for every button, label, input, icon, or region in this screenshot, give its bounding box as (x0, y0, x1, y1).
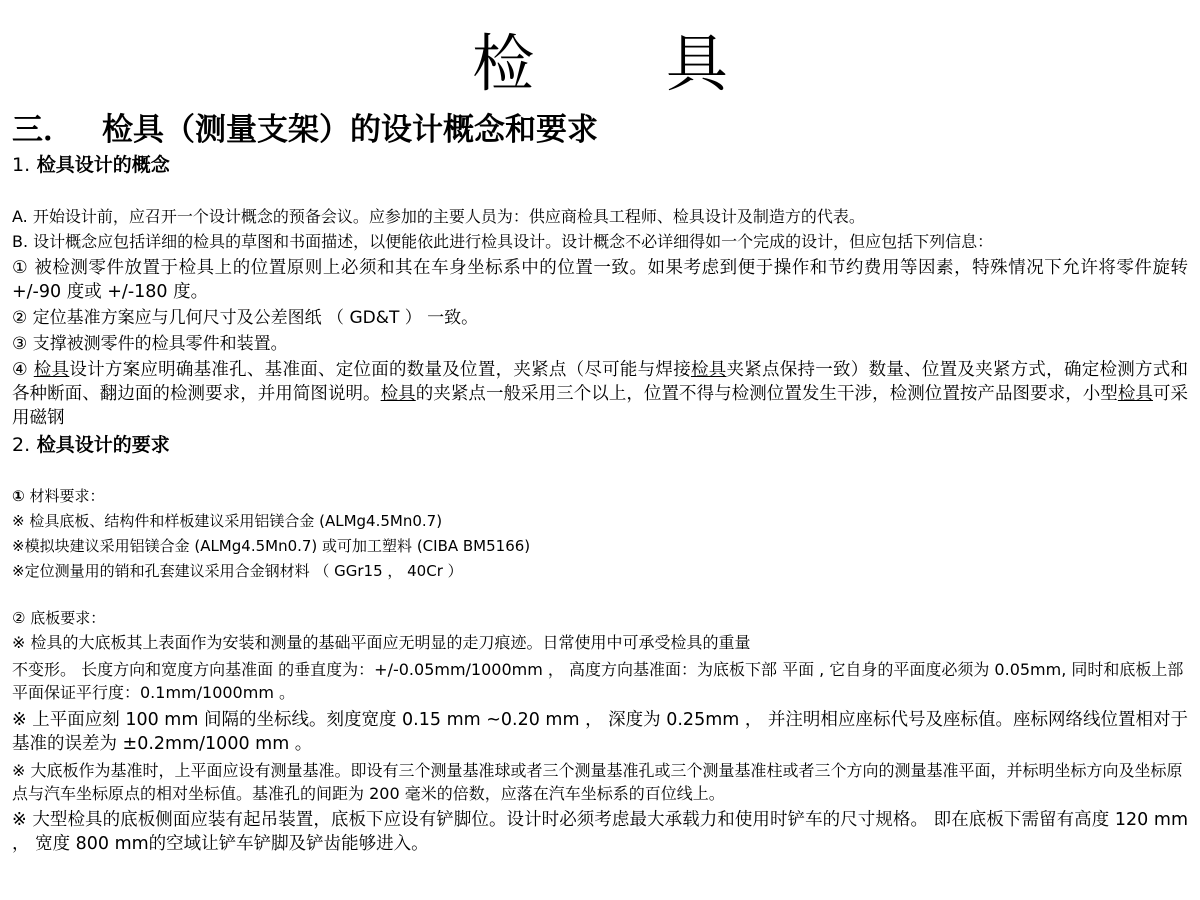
base-line-3: ※ 上平面应刻 100 mm 间隔的坐标线。刻度宽度 0.15 mm ~0.20 mm ， 深度为 0.25mm ， 并注明相应座标代号及座标值。座标网络线位置相对于基准的误差为 ±0.2mm/1000 mm 。 (12, 710, 1188, 754)
concept-item-4 (12, 358, 1188, 430)
requirements-heading-text: 检具设计的要求 (36, 434, 170, 456)
item4-underline-2: 检具 (690, 360, 727, 380)
item4-text-2: 设计方案应明确基准孔、基准面、定位面的数量及位置，夹紧点（尽可能与焊接 (69, 360, 691, 380)
item4-text-1: ④ (12, 360, 34, 380)
concept-item-3: ③ 支撑被测零件的检具零件和装置。 (12, 334, 288, 354)
base-line-1: ※ 检具的大底板其上表面作为安装和测量的基础平面应无明显的走刀痕迹。日常使用中可承受检具的重量 (12, 633, 751, 652)
material-line-1: ※ 检具底板、结构件和样板建议采用铝镁合金 (ALMg4.5Mn0.7) (12, 512, 443, 530)
base-line-2: 不变形。 长度方向和宽度方向基准面 的垂直度为：+/-0.05mm/1000mm ， 高度方向基准面：为底板下部 平面 , 它自身的平面度必须为 0.05mm, 同时和底板上部平面保证平行度：0.1mm/1000mm 。 (12, 660, 1184, 702)
material-label-text: 材料要求： (24, 487, 105, 505)
page-title: 检 具 (472, 27, 784, 100)
material-line-3: ※定位测量用的销和孔套建议采用合金钢材料 （ GGr15 ， 40Cr ） (12, 562, 463, 580)
section-heading (12, 108, 1188, 152)
section-title: 检具（测量支架）的设计概念和要求 (102, 112, 598, 148)
base-line-5: ※ 大型检具的底板侧面应装有起吊装置，底板下应设有铲脚位。设计时必须考虑最大承载力和使用时铲车的尺寸规格。 即在底板下需留有高度 120 mm ， 宽度 800 mm的空域让铲车铲脚及铲齿能够进入。 (12, 810, 1188, 854)
item4-text-4: 的夹紧点一般采用三个以上，位置不得与检测位置发生干涉，检测位置按产品图要求，小型 (415, 384, 1118, 404)
material-label-number: ① (12, 487, 25, 505)
item4-underline-4: 检具 (1117, 384, 1153, 404)
concept-heading-text: 检具设计的概念 (36, 154, 170, 176)
base-label: ② 底板要求： (12, 609, 106, 627)
concept-heading-number: 1. (12, 154, 31, 176)
requirements-heading-number: 2. (12, 434, 31, 456)
base-line-4: ※ 大底板作为基准时，上平面应设有测量基准。即设有三个测量基准球或者三个测量基准孔或三个测量基准柱或者三个方向的测量基准平面，并标明坐标方向及坐标原点与汽车坐标原点的相对坐标值。基准孔的间距为 200 毫米的倍数，应落在汽车坐标系的百位线上。 (12, 761, 1183, 803)
section-number: 三． (12, 112, 74, 148)
concept-item-2: ② 定位基准方案应与几何尺寸及公差图纸 （ GD&T ） 一致。 (12, 308, 479, 328)
concept-paragraph-b: B. 设计概念应包括详细的检具的草图和书面描述，以便能依此进行检具设计。设计概念不必详细得如一个完成的设计，但应包括下列信息： (12, 232, 994, 251)
slide-content (12, 108, 1188, 856)
item4-text-3: 夹紧点保持一致）数量、位置及夹紧方式，确定检测方式和各种断面、翻边面的检测要求，并用简图说明。 (12, 360, 1189, 404)
concept-paragraph-a: A. 开始设计前，应召开一个设计概念的预备会议。应参加的主要人员为：供应商检具工程师、检具设计及制造方的代表。 (12, 207, 865, 226)
requirements-heading (12, 432, 1188, 458)
concept-heading (12, 152, 1188, 178)
item4-text-5: 可采用磁钢 (12, 384, 1189, 428)
item4-underline-1: 检具 (33, 360, 70, 380)
item4-underline-3: 检具 (380, 384, 416, 404)
material-line-2: ※模拟块建议采用铝镁合金 (ALMg4.5Mn0.7) 或可加工塑料 (CIBA BM5166) (12, 537, 531, 555)
concept-item-1: ① 被检测零件放置于检具上的位置原则上必须和其在车身坐标系中的位置一致。如果考虑到便于操作和节约费用等因素，特殊情况下允许将零件旋转 +/-90 度或 +/-180 度。 (12, 258, 1188, 302)
material-label (12, 484, 1188, 509)
